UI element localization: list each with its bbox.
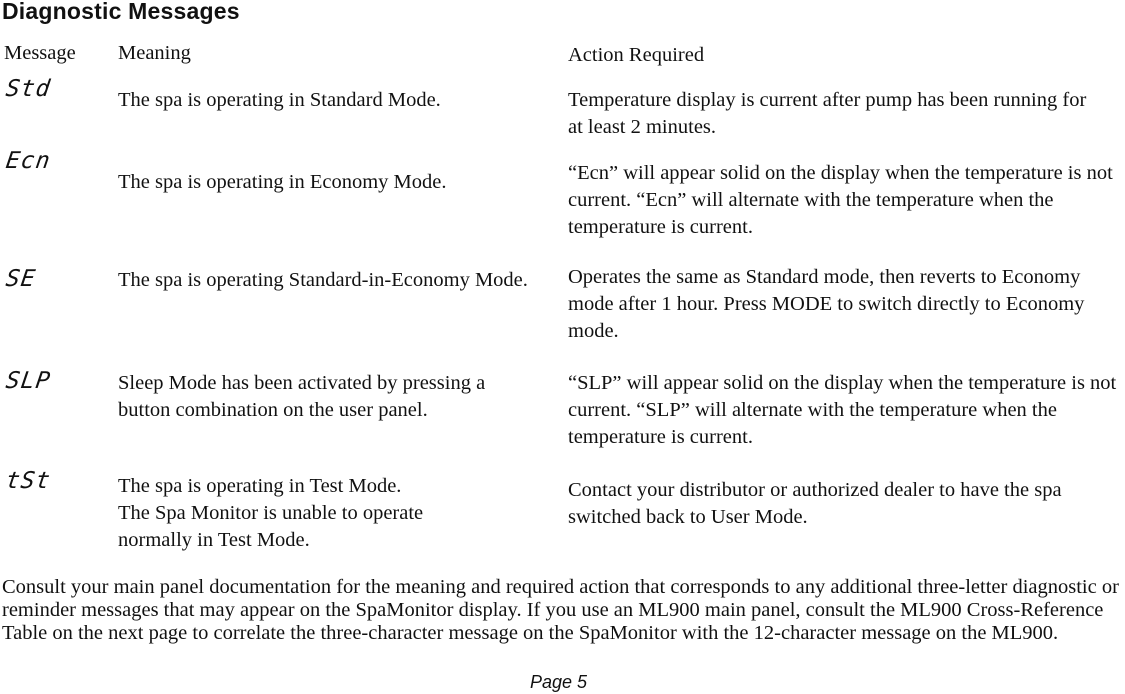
message-code: Std <box>4 76 53 102</box>
message-code: tSt <box>4 468 53 494</box>
column-header-message: Message <box>4 42 76 64</box>
consult-paragraph: Consult your main panel documentation for the meaning and required action that corresponds to any additional three-letter diagnostic or reminder messages that may appear on the SpaMonitor display. If you use an ML900 main panel, consult the ML900 Cross-Reference Table on the next page to correlate the three-character message on the SpaMonitor with the 12-character message on the ML900. <box>2 576 1119 644</box>
action-text: Temperature display is current after pump has been running for at least 2 minutes. <box>568 89 1087 138</box>
meaning-text: The spa is operating Standard-in-Economy Mode. <box>118 269 528 291</box>
action-text: “Ecn” will appear solid on the display when the temperature is not current. “Ecn” will alternate with the temperature when the temperature is current. <box>568 162 1113 238</box>
page-title: Diagnostic Messages <box>2 0 240 24</box>
action-text: Contact your distributor or authorized dealer to have the spa switched back to User Mode. <box>568 479 1062 528</box>
column-header-meaning: Meaning <box>118 42 191 64</box>
page-number: Page 5 <box>530 672 588 692</box>
message-code: SE <box>4 266 38 292</box>
message-code: SLP <box>4 368 53 394</box>
message-code: Ecn <box>4 148 53 174</box>
meaning-text-line2: The Spa Monitor is unable to operate normally in Test Mode. <box>118 502 424 551</box>
meaning-text: The spa is operating in Standard Mode. <box>118 89 441 111</box>
action-text: “SLP” will appear solid on the display when the temperature is not current. “SLP” will alternate with the temperature when the temperature is current. <box>568 372 1117 448</box>
action-text: Operates the same as Standard mode, then reverts to Economy mode after 1 hour. Press MODE to switch directly to Economy mode. <box>568 266 1085 342</box>
meaning-text: Sleep Mode has been activated by pressing a button combination on the user panel. <box>118 372 486 421</box>
meaning-text-line1: The spa is operating in Test Mode. <box>118 475 402 497</box>
column-header-action: Action Required <box>568 44 705 66</box>
meaning-text: The spa is operating in Economy Mode. <box>118 171 447 193</box>
